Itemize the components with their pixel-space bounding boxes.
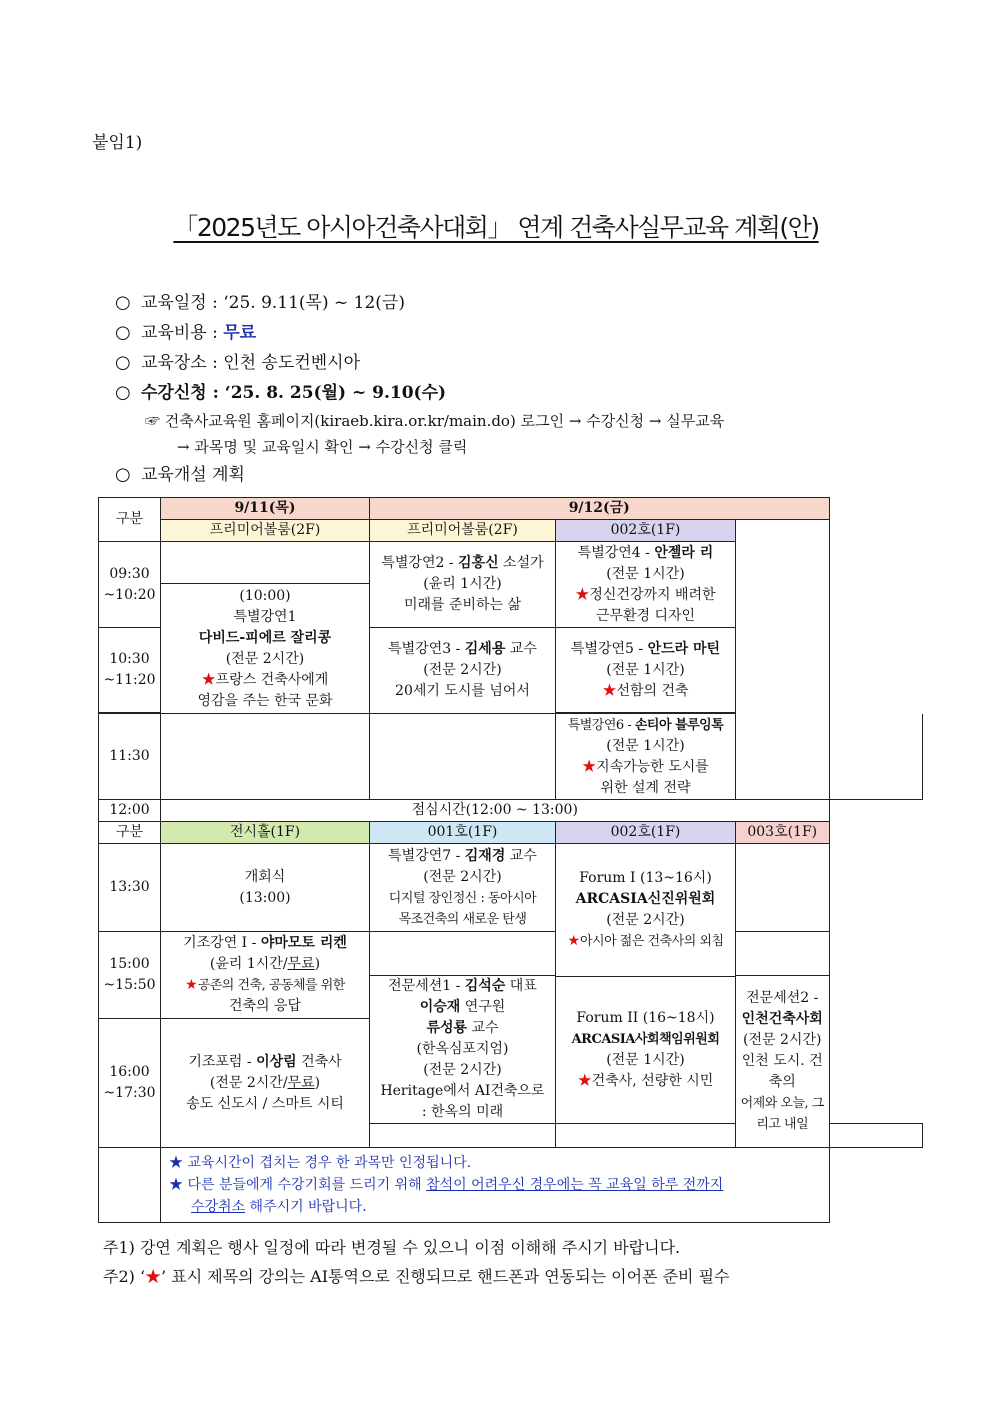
session-s1: (10:00) 특별강연1 다비드-피에르 잘리콩 (전문 2시간) ★프랑스 건축사에게 영감을 주는 한국 문화: [161, 584, 370, 714]
table-cell: [556, 1124, 736, 1148]
table-cell: [370, 1124, 556, 1148]
session-opening: 개회식 (13:00): [161, 844, 370, 932]
star-icon: ★: [602, 682, 617, 699]
attachment-label: 붙임1): [92, 133, 143, 153]
room-001: 001호(1F): [370, 822, 556, 844]
apply-note-2: → 과목명 및 교육일시 확인 → 수강신청 클릭: [177, 438, 468, 456]
notice-1: ★ 교육시간이 겹치는 경우 한 과목만 인정됩니다.: [169, 1155, 472, 1171]
time-1130: 11:30: [99, 714, 161, 800]
cost-info-value: 무료: [223, 323, 257, 343]
header-gubun: 구분: [99, 498, 161, 542]
header-day2: 9/12(금): [370, 498, 830, 520]
table-cell: [736, 542, 830, 800]
session-forum1: Forum I (13~16시) ARCASIA신진위원회 (전문 2시간) ★아시아 젊은 건축사의 외침: [556, 844, 736, 977]
room-003: 003호(1F): [736, 822, 830, 844]
plan-info: 교육개설 계획: [141, 465, 245, 485]
time-0930: 09:30 ~10:20: [99, 542, 161, 628]
time-1600: 16:00 ~17:30: [99, 1019, 161, 1148]
session-s3: 특별강연3 - 김세용 교수 (전문 2시간) 20세기 도시를 넘어서: [370, 628, 556, 714]
header-gubun-2: 구분: [99, 822, 161, 844]
notice-2-underline: 참석이 어려우신 경우에는 꼭 교육일 하루 전까지: [426, 1177, 724, 1193]
star-icon: ★: [575, 586, 590, 603]
session-pro1: 전문세션1 - 김석순 대표 이승재 연구원 류성룡 교수 (한옥심포지엄) (전문 2시간) Heritage에서 AI건축으로 : 한옥의 미래: [370, 976, 556, 1124]
session-s7: 특별강연7 - 김재경 교수 (전문 2시간) 디지털 장인정신 : 동아시아 목조건축의 새로운 탄생: [370, 844, 556, 932]
room-exhibit: 전시홀(1F): [161, 822, 370, 844]
table-cell: [736, 520, 830, 542]
notice-box: [161, 1148, 830, 1223]
footnote-2: 주2) ‘★’ 표시 제목의 강의는 AI통역으로 진행되므로 핸드폰과 연동되는 이어폰 준비 필수: [103, 1267, 730, 1286]
apply-note-1: ☞ 건축사교육원 홈페이지(kiraeb.kira.or.kr/main.do) 로그인 → 수강신청 → 실무교육: [145, 412, 725, 430]
lunch-row: 점심시간(12:00 ~ 13:00): [161, 800, 830, 822]
table-cell: [161, 714, 370, 800]
star-icon: ★: [201, 671, 216, 688]
schedule-table: [98, 497, 923, 1223]
star-icon: ★: [185, 977, 198, 993]
header-day1: 9/11(목): [161, 498, 370, 520]
star-icon: ★: [567, 933, 580, 949]
notice-2a: ★ 다른 분들에게 수강기회를 드리기 위해: [169, 1177, 427, 1193]
apply-info: 수강신청 : ‘25. 8. 25(월) ~ 9.10(수): [141, 383, 447, 403]
room-002-pm: 002호(1F): [556, 822, 736, 844]
table-cell: [99, 1148, 161, 1223]
schedule-info: 교육일정 : ‘25. 9.11(목) ~ 12(금): [141, 293, 405, 313]
session-keynote1: 기조강연 I - 야마모토 리켄 (윤리 1시간/무료) ★공존의 건축, 공동체를 위한 건축의 응답: [161, 932, 370, 1019]
session-forum2: Forum II (16~18시) ARCASIA사회책임위원회 (전문 1시간) ★건축사, 선량한 시민: [556, 977, 736, 1124]
table-cell: [829, 714, 923, 800]
session-s6: 특별강연6 - 손티아 블루잉톡 (전문 1시간) ★지속가능한 도시를 위한 설계 전략: [556, 714, 736, 800]
room-premier-day2: 프리미어볼룸(2F): [370, 520, 556, 542]
session-keynote-forum: 기조포럼 - 이상림 건축사 (전문 2시간/무료) 송도 신도시 / 스마트 시티: [161, 1019, 370, 1148]
star-icon: ★: [582, 758, 597, 775]
session-s5: 특별강연5 - 안드라 마틴 (전문 1시간) ★선함의 건축: [556, 628, 736, 713]
time-1330: 13:30: [99, 844, 161, 932]
place-info: 교육장소 : 인천 송도컨벤시아: [141, 353, 361, 373]
table-cell: [736, 844, 830, 932]
star-icon: ★: [145, 1267, 162, 1286]
footnote-1: 주1) 강연 계획은 행사 일정에 따라 변경될 수 있으니 이점 이해해 주시기 바랍니다.: [103, 1238, 681, 1257]
cost-info-label: 교육비용 :: [141, 323, 224, 343]
table-cell: [370, 714, 556, 800]
info-section: ○ 교육일정 : ‘25. 9.11(목) ~ 12(금) ○ 교육비용 : 무료 ○ 교육장소 : 인천 송도컨벤시아 ○ 수강신청 : ‘25. 8. 25(월) ~ 9.10(수) ☞ 건축사교육원 홈페이지(kiraeb.kira.or.kr/main.do) 로그인 → 수강신청 → 실무교육 → 과목명 및 교육일시 확인 → 수강신청 클릭 ○ 교육개설 계획: [115, 290, 915, 492]
notice-2b: 해주시기 바랍니다.: [245, 1199, 367, 1215]
room-premier-day1: 프리미어볼룸(2F): [161, 520, 370, 542]
room-002: 002호(1F): [556, 520, 736, 542]
time-1030: 10:30 ~11:20: [99, 628, 161, 713]
page-title: 「2025년도 아시아건축사대회」 연계 건축사실무교육 계획(안): [173, 213, 819, 242]
table-cell: [370, 932, 556, 976]
table-cell: [161, 542, 370, 584]
session-s4: 특별강연4 - 안젤라 리 (전문 1시간) ★정신건강까지 배려한 근무환경 디자인: [556, 542, 736, 628]
time-1200: 12:00: [99, 800, 161, 822]
table-cell: [829, 1124, 923, 1148]
session-pro2: 전문세션2 - 인천건축사회 (전문 2시간) 인천 도시. 건축의 어제와 오늘, 그리고 내일: [736, 976, 830, 1148]
table-cell: [736, 932, 830, 976]
notice-2-cancel: 수강취소: [191, 1199, 246, 1215]
star-icon: ★: [577, 1073, 592, 1089]
time-1500: 15:00 ~15:50: [99, 932, 161, 1019]
session-s2: 특별강연2 - 김홍신 소설가 (윤리 1시간) 미래를 준비하는 삶: [370, 542, 556, 628]
